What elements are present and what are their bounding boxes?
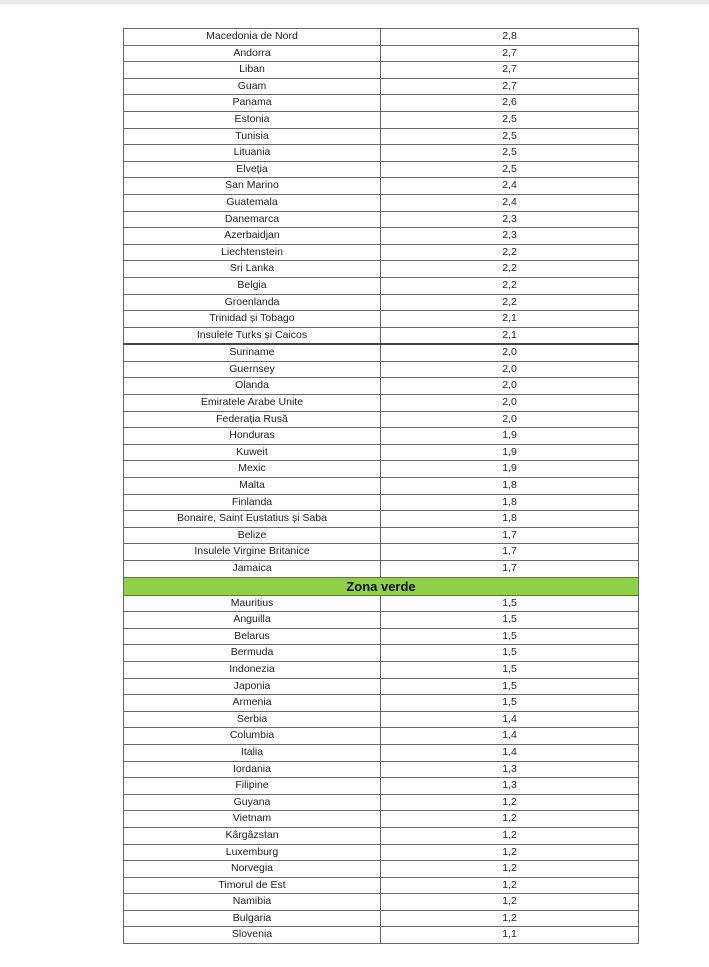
value-cell: 2,5 [381,128,639,145]
country-cell: Macedonia de Nord [124,29,381,46]
table-row [124,927,639,944]
country-cell: Mexic [124,461,381,478]
value-cell: 1,5 [381,612,639,629]
value-cell: 1,8 [381,511,639,528]
value-cell: 2,2 [381,261,639,278]
table-row [124,294,639,311]
table-row [124,794,639,811]
value-cell: 1,4 [381,728,639,745]
table-row [124,461,639,478]
table-row [124,411,639,428]
table-row [124,128,639,145]
value-cell: 2,1 [381,327,639,344]
value-cell: 1,9 [381,428,639,445]
table-row [124,327,639,344]
country-cell: Elveția [124,161,381,178]
value-cell: 2,5 [381,161,639,178]
value-cell: 1,2 [381,794,639,811]
value-cell: 2,5 [381,111,639,128]
country-cell: Bermuda [124,645,381,662]
table-row [124,311,639,328]
value-cell: 1,7 [381,561,639,578]
value-cell: 1,9 [381,461,639,478]
table-row [124,894,639,911]
table-row [124,844,639,861]
country-cell: Malta [124,478,381,495]
country-cell: Norvegia [124,861,381,878]
table-row [124,111,639,128]
value-cell: 1,5 [381,661,639,678]
value-cell: 1,4 [381,711,639,728]
table-row [124,877,639,894]
value-cell: 1,5 [381,595,639,612]
country-cell: Iordania [124,761,381,778]
value-cell: 2,7 [381,45,639,62]
value-cell: 2,2 [381,294,639,311]
country-cell: Danemarca [124,211,381,228]
table-row [124,561,639,578]
country-cell: Estonia [124,111,381,128]
country-cell: Slovenia [124,927,381,944]
country-cell: Lituania [124,145,381,162]
table-row [124,527,639,544]
table-row [124,778,639,795]
value-cell: 1,3 [381,778,639,795]
country-cell: San Marino [124,178,381,195]
value-cell: 2,2 [381,277,639,294]
country-cell: Guam [124,78,381,95]
table-row [124,145,639,162]
country-cell: Serbia [124,711,381,728]
table-row [124,244,639,261]
value-cell: 1,5 [381,628,639,645]
value-cell: 2,4 [381,194,639,211]
value-cell: 2,0 [381,344,639,361]
table-row [124,428,639,445]
value-cell: 2,4 [381,178,639,195]
table-row [124,910,639,927]
country-cell: Bonaire, Saint Eustatius și Saba [124,511,381,528]
country-cell: Columbia [124,728,381,745]
country-cell: Insulele Turks și Caicos [124,327,381,344]
value-cell: 2,8 [381,29,639,46]
value-cell: 1,1 [381,927,639,944]
country-cell: Suriname [124,344,381,361]
table-row [124,211,639,228]
value-cell: 1,2 [381,811,639,828]
country-cell: Liechtenstein [124,244,381,261]
country-cell: Emiratele Arabe Unite [124,395,381,412]
table-row [124,228,639,245]
table-row [124,45,639,62]
country-cell: Belgia [124,277,381,294]
value-cell: 1,4 [381,744,639,761]
country-cell: Italia [124,744,381,761]
value-cell: 1,5 [381,678,639,695]
country-cell: Andorra [124,45,381,62]
value-cell: 2,0 [381,411,639,428]
table-row [124,161,639,178]
table-row [124,194,639,211]
country-cell: Japonia [124,678,381,695]
table-row [124,612,639,629]
table-row [124,29,639,46]
table-row [124,277,639,294]
value-cell: 1,8 [381,478,639,495]
table-row [124,744,639,761]
value-cell: 2,0 [381,395,639,412]
value-cell: 1,9 [381,444,639,461]
table-row [124,761,639,778]
country-cell: Olanda [124,378,381,395]
country-cell: Federația Rusă [124,411,381,428]
country-cell: Luxemburg [124,844,381,861]
country-cell: Panama [124,95,381,112]
value-cell: 1,2 [381,894,639,911]
value-cell: 2,0 [381,361,639,378]
zone-header-row [124,577,639,595]
country-cell: Armenia [124,695,381,712]
table-row [124,678,639,695]
table-row [124,728,639,745]
country-cell: Guyana [124,794,381,811]
table-row [124,378,639,395]
country-cell: Timorul de Est [124,877,381,894]
table-row [124,695,639,712]
value-cell: 2,7 [381,78,639,95]
country-cell: Sri Lanka [124,261,381,278]
country-cell: Guatemala [124,194,381,211]
country-cell: Filipine [124,778,381,795]
table-row [124,628,639,645]
country-cell: Kârgâzstan [124,827,381,844]
table-row [124,711,639,728]
value-cell: 2,0 [381,378,639,395]
country-cell: Insulele Virgine Britanice [124,544,381,561]
value-cell: 1,7 [381,527,639,544]
table-row [124,494,639,511]
country-cell: Kuweit [124,444,381,461]
table-row [124,361,639,378]
country-cell: Groenlanda [124,294,381,311]
value-cell: 1,2 [381,877,639,894]
value-cell: 1,5 [381,645,639,662]
table-row [124,178,639,195]
value-cell: 2,7 [381,62,639,79]
value-cell: 2,3 [381,211,639,228]
value-cell: 2,3 [381,228,639,245]
value-cell: 2,6 [381,95,639,112]
country-cell: Jamaica [124,561,381,578]
country-cell: Finlanda [124,494,381,511]
table-row [124,395,639,412]
country-cell: Belarus [124,628,381,645]
country-cell: Indonezia [124,661,381,678]
country-cell: Vietnam [124,811,381,828]
value-cell: 1,2 [381,827,639,844]
table-row [124,261,639,278]
value-cell: 1,3 [381,761,639,778]
value-cell: 1,5 [381,695,639,712]
country-cell: Mauritius [124,595,381,612]
table-row [124,827,639,844]
country-cell: Anguilla [124,612,381,629]
table-row [124,344,639,361]
country-cell: Liban [124,62,381,79]
table-row [124,645,639,662]
country-cell: Tunisia [124,128,381,145]
country-cell: Honduras [124,428,381,445]
table-row [124,444,639,461]
value-cell: 1,2 [381,844,639,861]
value-cell: 1,8 [381,494,639,511]
table-row [124,861,639,878]
value-cell: 2,5 [381,145,639,162]
table-row [124,511,639,528]
country-cell: Guernsey [124,361,381,378]
table-row [124,62,639,79]
table-row [124,78,639,95]
value-cell: 1,7 [381,544,639,561]
table-row [124,811,639,828]
value-cell: 1,2 [381,861,639,878]
table-row [124,478,639,495]
table-row [124,595,639,612]
value-cell: 2,1 [381,311,639,328]
country-cell: Trinidad și Tobago [124,311,381,328]
top-edge [0,0,709,4]
zone-label: Zona verde [124,577,639,595]
table-row [124,661,639,678]
country-cell: Namibia [124,894,381,911]
incidence-table [123,28,639,944]
country-cell: Bulgaria [124,910,381,927]
table-row [124,95,639,112]
table-body [124,29,639,944]
table-row [124,544,639,561]
country-cell: Belize [124,527,381,544]
country-cell: Azerbaidjan [124,228,381,245]
value-cell: 1,2 [381,910,639,927]
value-cell: 2,2 [381,244,639,261]
